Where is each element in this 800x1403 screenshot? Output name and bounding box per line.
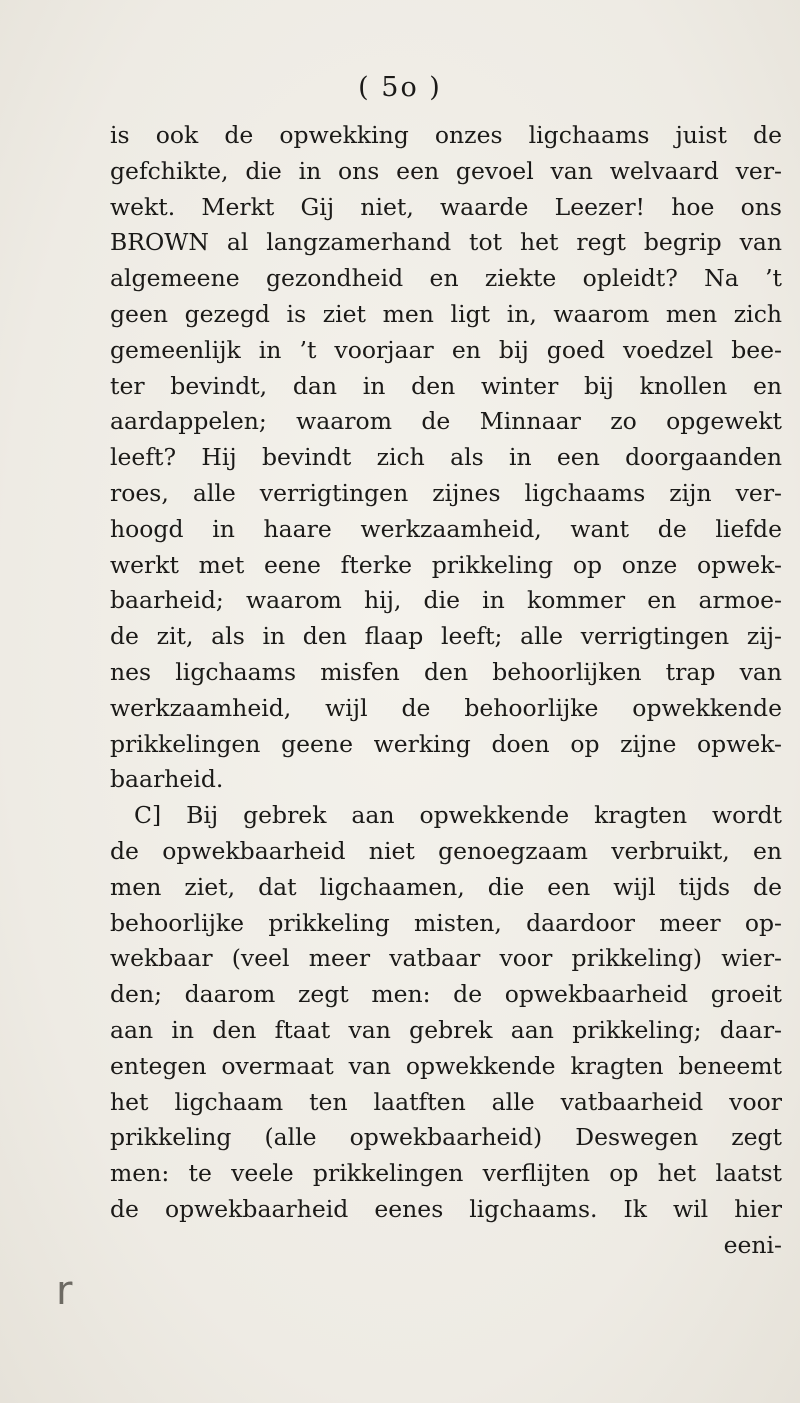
text-line-12: hoogd in haare werkzaamheid, want de liefde	[110, 514, 782, 543]
text-line-31: de opwekbaarheid eenes ligchaams. Ik wil hier	[110, 1194, 782, 1223]
text-line-26: aan in den ftaat van gebrek aan prikkeling; daar-	[110, 1015, 782, 1044]
text-line-27: entegen overmaat van opwekkende kragten beneemt	[110, 1051, 782, 1080]
text-line-16: nes ligchaams misfen den behoorlijken trap van	[110, 657, 782, 686]
text-line-1: is ook de opwekking onzes ligchaams juist de	[110, 121, 782, 149]
text-line-25: den; daarom zegt men: de opwekbaarheid groeit	[110, 980, 782, 1009]
text-line-18: prikkelingen geene werking doen op zijne opwek-	[110, 729, 782, 758]
catchword: eeni-	[723, 1230, 782, 1259]
text-line-28: het ligchaam ten laatften alle vatbaarheid voor	[110, 1087, 782, 1116]
text-line-2: gefchikte, die in ons een gevoel van welvaard ver-	[110, 156, 782, 185]
text-line-17: werkzaamheid, wijl de behoorlijke opwekkende	[110, 693, 782, 722]
text-line-22: men ziet, dat ligchaamen, die een wijl tijds de	[110, 872, 782, 901]
text-line-30: men: te veele prikkelingen verflijten op het laatst	[110, 1159, 782, 1188]
text-line-10: leeft? Hij bevindt zich als in een doorgaanden	[110, 443, 782, 472]
text-line-21: de opwekbaarheid niet genoegzaam verbruikt, en	[110, 836, 782, 865]
text-line-20: C] Bij gebrek aan opwekkende kragten wordt	[134, 801, 782, 830]
text-line-14: baarheid; waarom hij, die in kommer en armoe-	[110, 586, 782, 615]
text-line-7: gemeenlijk in ’t voorjaar en bij goed voedzel bee-	[110, 335, 782, 364]
text-line-23: behoorlijke prikkeling misten, daardoor meer op-	[110, 908, 782, 937]
text-line-15: de zit, als in den flaap leeft; alle verrigtingen zij-	[110, 622, 782, 651]
text-line-19: baarheid.	[110, 765, 224, 794]
text-line-8: ter bevindt, dan in den winter bij knollen en	[110, 371, 782, 400]
page-number: ( 5o )	[358, 72, 442, 103]
text-line-9: aardappelen; waarom de Minnaar zo opgewekt	[110, 407, 782, 436]
text-line-11: roes, alle verrigtingen zijnes ligchaams zijn ver-	[110, 478, 782, 507]
text-line-5: algemeene gezondheid en ziekte opleidt? Na ’t	[110, 264, 782, 293]
text-line-3: wekt. Merkt Gij niet, waarde Leezer! hoe ons	[110, 192, 782, 221]
text-line-13: werkt met eene fterke prikkeling op onze opwek-	[110, 550, 782, 579]
text-line-24: wekbaar (veel meer vatbaar voor prikkeling) wier-	[110, 944, 782, 973]
text-line-6: geen gezegd is ziet men ligt in, waarom men zich	[110, 299, 782, 328]
body-text	[110, 118, 782, 1264]
text-line-4: BROWN al langzamerhand tot het regt begrip van	[110, 228, 782, 257]
margin-mark: r	[56, 1268, 73, 1314]
text-line-29: prikkeling (alle opwekbaarheid) Deswegen zegt	[110, 1123, 782, 1152]
